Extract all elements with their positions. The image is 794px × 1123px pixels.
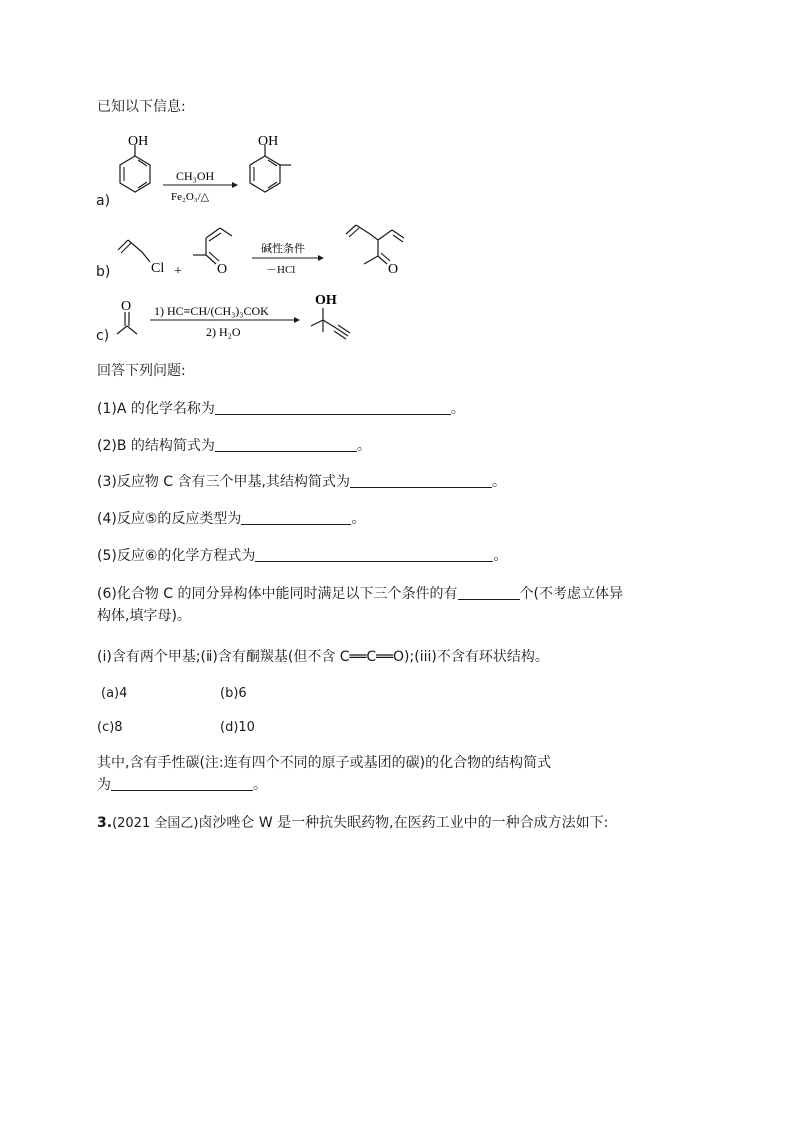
question-5-text: (5)反应⑥的化学方程式为 xyxy=(97,548,256,564)
reaction-c-reagent-top: 1) HC≡CH/(CH₃)₃COK xyxy=(154,304,269,318)
reaction-c-label: c) xyxy=(96,328,110,344)
plus-sign: + xyxy=(174,264,182,279)
question-1-text: (1)A 的化学名称为 xyxy=(97,401,215,417)
question-6-blank[interactable] xyxy=(458,585,520,600)
reaction-a-reagent-bottom: Fe₂O₃/△ xyxy=(171,191,210,203)
chiral-blank[interactable] xyxy=(111,776,253,791)
option-a[interactable]: (a)4 xyxy=(101,686,128,701)
reactant-cl: Cl xyxy=(151,261,165,276)
o-cresol-oh: OH xyxy=(258,134,279,149)
problem-3-source: (2021 全国乙) xyxy=(112,816,199,831)
question-1: (1)A 的化学名称为 。 xyxy=(97,401,465,417)
product-o: O xyxy=(388,262,399,277)
reaction-a-scheme xyxy=(100,130,320,210)
acetone-structure xyxy=(117,299,137,334)
intro-text: 已知以下信息: xyxy=(97,99,186,115)
option-b[interactable]: (b)6 xyxy=(220,686,247,701)
question-2-text: (2)B 的结构简式为 xyxy=(97,438,215,454)
o-cresol-structure xyxy=(250,134,291,192)
question-2-blank[interactable] xyxy=(215,437,357,452)
reaction-b-scheme xyxy=(110,220,430,282)
question-6-conditions: (ⅰ)含有两个甲基;(ⅱ)含有酮羰基(但不含 C══C══O);(iii)不含有环状结构。 xyxy=(97,649,549,665)
problem-3-number: 3. xyxy=(97,815,113,831)
enone-structure xyxy=(193,228,232,277)
question-5-blank[interactable] xyxy=(255,547,493,562)
question-6-line-1: (6)化合物 C 的同分异构体中能同时满足以下三个条件的有 个(不考虑立体异 xyxy=(97,586,623,602)
alkynol-structure xyxy=(311,293,350,339)
allyl-chloride-structure xyxy=(118,240,164,276)
question-1-blank[interactable] xyxy=(215,400,451,415)
acetone-o: O xyxy=(121,299,132,314)
chiral-line-2: 为 。 xyxy=(97,777,267,793)
question-6-line-2: 构体,填字母)。 xyxy=(97,608,191,624)
reaction-a-label: a) xyxy=(96,193,111,209)
reaction-b-label: b) xyxy=(96,264,111,280)
diene-ketone-structure xyxy=(346,225,404,277)
reaction-c-scheme xyxy=(110,290,370,346)
problem-3 xyxy=(97,814,608,833)
question-4: (4)反应⑤的反应类型为 。 xyxy=(97,511,366,527)
problem-3-text: 卤沙唑仑 W 是一种抗失眠药物,在医药工业中的一种合成方法如下: xyxy=(198,815,609,831)
reaction-a-reagent-top: CH₃OH xyxy=(176,169,215,183)
question-3-text: (3)反应物 C 含有三个甲基,其结构简式为 xyxy=(97,474,350,490)
chiral-line-1: 其中,含有手性碳(注:连有四个不同的原子或基团的碳)的化合物的结构简式 xyxy=(97,755,552,771)
answer-prompt: 回答下列问题: xyxy=(97,363,186,379)
phenol-oh: OH xyxy=(128,134,149,149)
question-2: (2)B 的结构简式为 。 xyxy=(97,438,371,454)
option-d[interactable]: (d)10 xyxy=(220,720,255,735)
question-4-text: (4)反应⑤的反应类型为 xyxy=(97,511,242,527)
option-c[interactable]: (c)8 xyxy=(97,720,123,735)
reaction-c-reagent-bottom: 2) H₂O xyxy=(206,325,241,339)
question-3: (3)反应物 C 含有三个甲基,其结构简式为 。 xyxy=(97,474,506,490)
reaction-b-reagent-bottom: －HCl xyxy=(266,264,296,276)
question-5: (5)反应⑥的化学方程式为 。 xyxy=(97,548,508,564)
reaction-b-reagent-top: 碱性条件 xyxy=(261,243,305,255)
alkynol-oh: OH xyxy=(315,293,337,308)
question-4-blank[interactable] xyxy=(241,510,351,525)
enone-o: O xyxy=(217,262,228,277)
phenol-structure xyxy=(120,134,150,192)
question-3-blank[interactable] xyxy=(350,473,492,488)
